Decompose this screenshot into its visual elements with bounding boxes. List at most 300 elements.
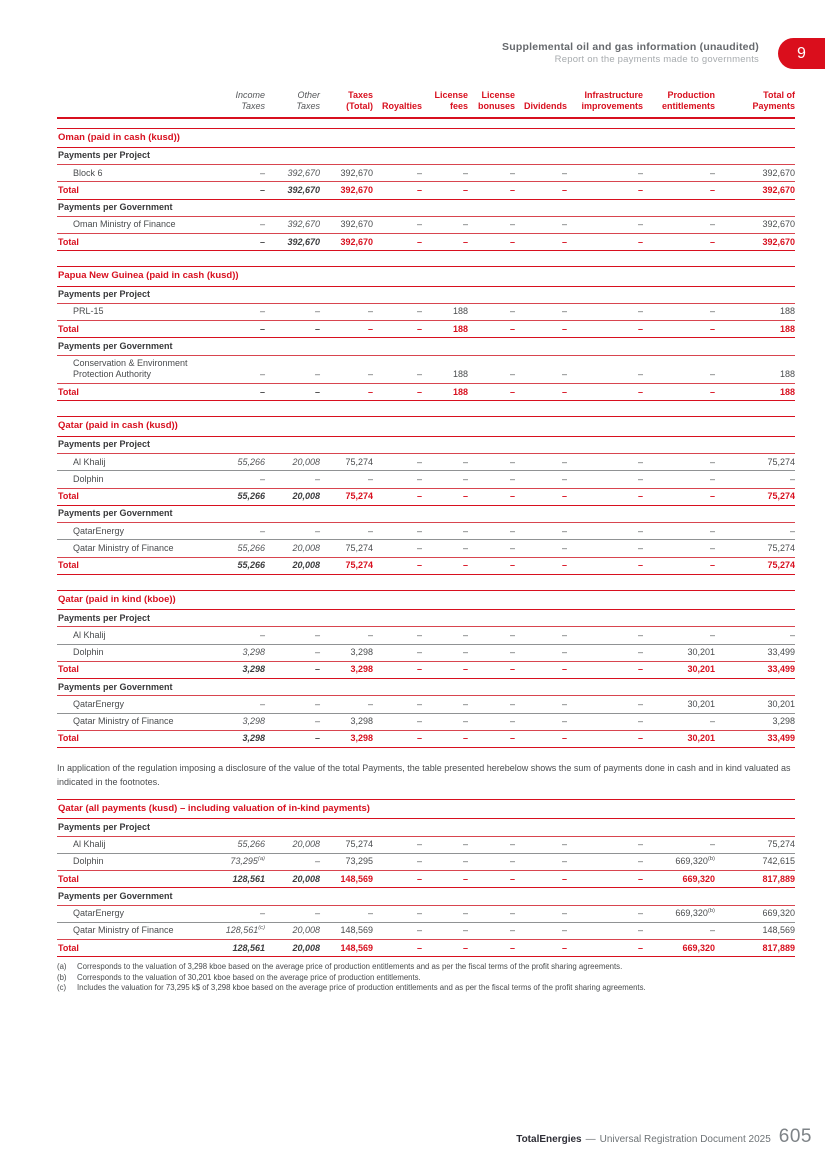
- row-label: Dolphin: [57, 644, 212, 661]
- total-row: [57, 234, 795, 251]
- value-cell: 73,295: [320, 853, 373, 870]
- total-row: [57, 384, 795, 401]
- value-cell: –: [567, 713, 643, 730]
- value-cell: –: [709, 369, 715, 380]
- page-footer: [516, 1126, 812, 1148]
- value-cell: –: [643, 540, 715, 557]
- footnote-marker-superscript: (b): [707, 856, 715, 863]
- value-cell: –: [515, 540, 567, 557]
- section-title: Papua New Guinea (paid in cash (kusd)): [57, 266, 795, 286]
- total-row: [57, 321, 795, 338]
- value-cell: 30,201: [687, 698, 715, 709]
- value-cell: –: [515, 713, 567, 730]
- total-value-cell: –: [212, 182, 265, 199]
- total-label: Total: [57, 182, 212, 199]
- value-cell: –: [416, 306, 422, 317]
- total-value-cell: 3,298: [212, 730, 265, 747]
- group-heading-row: [57, 610, 795, 627]
- total-value-cell: 75,274: [715, 488, 795, 505]
- total-value-cell: –: [468, 321, 515, 338]
- table-row: [57, 905, 795, 922]
- value-cell: 30,201: [767, 698, 796, 709]
- value-cell: –: [637, 306, 643, 317]
- value-cell: 669,320$^{(b)}$: [675, 908, 715, 919]
- country-sections-block-1: [57, 128, 795, 749]
- column-header: Taxes (Total): [320, 90, 373, 118]
- value-cell: 55,266: [212, 540, 265, 557]
- total-value-cell: –: [373, 321, 422, 338]
- value-cell: –: [468, 644, 515, 661]
- value-cell: –: [259, 306, 265, 317]
- value-cell: –: [509, 629, 515, 640]
- total-value-cell: 20,008: [265, 940, 320, 957]
- footnote-marker: (c): [57, 983, 67, 993]
- value-cell: –: [715, 471, 795, 488]
- value-cell: 742,615: [715, 853, 795, 870]
- row-label: Dolphin: [57, 853, 212, 870]
- value-cell: 3,298: [212, 644, 265, 661]
- total-value-cell: –: [320, 384, 373, 401]
- table-row: [57, 540, 795, 557]
- value-cell: –: [416, 629, 422, 640]
- total-value-cell: –: [422, 557, 468, 574]
- total-label: Total: [57, 557, 212, 574]
- total-value-cell: –: [468, 871, 515, 888]
- total-value-cell: 148,569: [320, 871, 373, 888]
- total-value-cell: –: [567, 730, 643, 747]
- footnote-text: Corresponds to the valuation of 3,298 kboe based on the average price of production entitlements and as per the fiscal terms of the profit sharing agreements.: [77, 962, 623, 972]
- value-cell: –: [709, 839, 715, 850]
- total-value-cell: 33,499: [715, 661, 795, 678]
- value-cell: –: [509, 839, 515, 850]
- value-cell: 188: [452, 306, 468, 317]
- total-value-cell: –: [212, 321, 265, 338]
- total-value-cell: 75,274: [715, 557, 795, 574]
- value-cell: –: [259, 525, 265, 536]
- value-cell: –: [561, 456, 567, 467]
- row-label: QatarEnergy: [73, 698, 125, 709]
- chapter-subtitle: Report on the payments made to governments: [554, 54, 759, 66]
- total-label: Total: [57, 321, 212, 338]
- total-label: Total: [57, 384, 212, 401]
- column-header: Infrastructure improvements: [567, 90, 643, 118]
- value-cell: 669,320: [762, 908, 796, 919]
- value-cell: –: [709, 629, 715, 640]
- column-header: License fees: [422, 90, 468, 118]
- table-row: [57, 713, 795, 730]
- total-value-cell: –: [468, 661, 515, 678]
- total-value-cell: –: [567, 384, 643, 401]
- total-row: [57, 557, 795, 574]
- table-row: [57, 696, 795, 713]
- value-cell: 3,298: [715, 713, 795, 730]
- table-row: [57, 454, 795, 471]
- value-cell: –: [567, 540, 643, 557]
- total-row: [57, 940, 795, 957]
- footnote-item: [57, 973, 795, 984]
- column-header-spacer: [57, 90, 212, 118]
- footer-document-name: Universal Registration Document 2025: [599, 1134, 771, 1145]
- total-value-cell: 392,670: [265, 182, 320, 199]
- total-value-cell: –: [515, 730, 567, 747]
- row-label: Block 6: [73, 167, 103, 178]
- section-title: Qatar (all payments (kusd) – including valuation of in-kind payments): [57, 799, 795, 819]
- total-value-cell: 128,561: [212, 940, 265, 957]
- total-value-cell: 392,670: [715, 182, 795, 199]
- value-cell: –: [367, 369, 373, 380]
- value-cell: 20,008: [265, 540, 320, 557]
- total-row: [57, 730, 795, 747]
- value-cell: –: [422, 644, 468, 661]
- total-value-cell: 188: [422, 384, 468, 401]
- value-cell: –: [468, 922, 515, 939]
- column-header: Total of Payments: [715, 90, 795, 118]
- value-cell: –: [462, 525, 468, 536]
- footnote-text: Corresponds to the valuation of 30,201 kboe based on the average price of production entitlements.: [77, 972, 421, 982]
- group-heading-row: [57, 505, 795, 522]
- value-cell: –: [422, 540, 468, 557]
- value-cell: –: [422, 922, 468, 939]
- column-header: Production entitlements: [643, 90, 715, 118]
- footnote-item: [57, 983, 795, 994]
- value-cell: –: [265, 644, 320, 661]
- total-value-cell: –: [265, 321, 320, 338]
- total-value-cell: –: [515, 871, 567, 888]
- footnote-item: [57, 962, 795, 973]
- total-value-cell: 75,274: [320, 488, 373, 505]
- value-cell: –: [643, 922, 715, 939]
- payments-table: [57, 148, 795, 252]
- value-cell: –: [567, 644, 643, 661]
- table-row: [57, 836, 795, 853]
- column-header: Dividends: [515, 90, 567, 118]
- row-label: Dolphin: [57, 471, 212, 488]
- value-cell: –: [468, 471, 515, 488]
- total-value-cell: –: [265, 661, 320, 678]
- value-cell: –: [561, 369, 567, 380]
- country-section: [57, 799, 795, 957]
- row-label: Qatar Ministry of Finance: [57, 922, 212, 939]
- total-value-cell: –: [515, 182, 567, 199]
- section-title: Qatar (paid in kind (kboe)): [57, 590, 795, 610]
- footnote-marker-superscript: (c): [258, 925, 265, 932]
- total-value-cell: 55,266: [212, 488, 265, 505]
- value-cell: –: [567, 922, 643, 939]
- value-cell: –: [416, 369, 422, 380]
- value-cell: –: [416, 456, 422, 467]
- value-cell: 75,274: [320, 540, 373, 557]
- total-value-cell: –: [265, 730, 320, 747]
- value-cell: –: [265, 713, 320, 730]
- row-label: QatarEnergy: [73, 525, 125, 536]
- value-cell: –: [509, 167, 515, 178]
- total-value-cell: 30,201: [643, 661, 715, 678]
- table-row: [57, 922, 795, 939]
- total-value-cell: –: [643, 557, 715, 574]
- value-cell: –: [259, 167, 265, 178]
- value-cell: –: [462, 456, 468, 467]
- total-value-cell: –: [265, 384, 320, 401]
- value-cell: –: [416, 525, 422, 536]
- value-cell: –: [515, 644, 567, 661]
- group-heading: Payments per Government: [57, 888, 795, 905]
- country-sections-block-2: [57, 799, 795, 957]
- footer-separator: —: [585, 1134, 596, 1145]
- value-cell: 75,274: [345, 839, 373, 850]
- chapter-number: 9: [797, 44, 806, 62]
- payments-table: [57, 610, 795, 748]
- group-heading: Payments per Government: [57, 679, 795, 696]
- section-title: Qatar (paid in cash (kusd)): [57, 416, 795, 436]
- total-value-cell: –: [468, 182, 515, 199]
- value-cell: 188: [452, 369, 468, 380]
- total-value-cell: –: [422, 661, 468, 678]
- total-value-cell: –: [373, 182, 422, 199]
- value-cell: –: [561, 525, 567, 536]
- value-cell: 55,266: [237, 839, 265, 850]
- total-label: Total: [57, 488, 212, 505]
- total-label: Total: [57, 661, 212, 678]
- value-cell: –: [422, 471, 468, 488]
- group-heading: Payments per Government: [57, 199, 795, 216]
- value-cell: –: [462, 219, 468, 230]
- total-value-cell: 20,008: [265, 557, 320, 574]
- total-value-cell: –: [422, 182, 468, 199]
- value-cell: –: [314, 629, 320, 640]
- value-cell: –: [422, 853, 468, 870]
- total-value-cell: 3,298: [212, 661, 265, 678]
- section-title: Oman (paid in cash (kusd)): [57, 128, 795, 148]
- total-value-cell: 33,499: [715, 730, 795, 747]
- group-heading: Payments per Project: [57, 819, 795, 836]
- value-cell: –: [637, 839, 643, 850]
- group-heading: Payments per Project: [57, 610, 795, 627]
- total-row: [57, 182, 795, 199]
- value-cell: 392,670: [340, 167, 373, 178]
- value-cell: –: [259, 908, 265, 919]
- total-value-cell: –: [515, 321, 567, 338]
- value-cell: –: [314, 306, 320, 317]
- value-cell: 148,569: [715, 922, 795, 939]
- total-value-cell: 817,889: [715, 871, 795, 888]
- value-cell: –: [367, 908, 373, 919]
- value-cell: –: [509, 698, 515, 709]
- value-cell: –: [367, 525, 373, 536]
- total-value-cell: –: [468, 940, 515, 957]
- table-row: [57, 644, 795, 661]
- row-label: Conservation & Environment Protection Authority: [73, 358, 188, 380]
- value-cell: 669,320$^{(b)}$: [643, 853, 715, 870]
- column-header: Royalties: [373, 90, 422, 118]
- row-label: Qatar Ministry of Finance: [57, 540, 212, 557]
- value-cell: 188: [780, 306, 796, 317]
- value-cell: –: [462, 629, 468, 640]
- footnote-marker: (a): [57, 962, 67, 972]
- total-row: [57, 661, 795, 678]
- value-cell: –: [709, 456, 715, 467]
- value-cell: –: [259, 629, 265, 640]
- group-heading-row: [57, 679, 795, 696]
- group-heading-row: [57, 287, 795, 304]
- value-cell: –: [314, 369, 320, 380]
- total-value-cell: –: [643, 488, 715, 505]
- value-cell: 73,295$^{(a)}$: [212, 853, 265, 870]
- value-cell: 75,274: [767, 456, 796, 467]
- total-label: Total: [57, 940, 212, 957]
- value-cell: –: [643, 713, 715, 730]
- row-label: Al Khalij: [73, 456, 106, 467]
- column-header: Other Taxes: [265, 90, 320, 118]
- total-value-cell: 188: [715, 321, 795, 338]
- payments-table: [57, 819, 795, 957]
- group-heading: Payments per Government: [57, 338, 795, 355]
- total-value-cell: 188: [422, 321, 468, 338]
- row-label: Oman Ministry of Finance: [73, 219, 176, 230]
- total-value-cell: –: [373, 488, 422, 505]
- row-label: Al Khalij: [73, 629, 106, 640]
- header-text: [502, 41, 759, 67]
- total-row: [57, 871, 795, 888]
- value-cell: 75,274: [767, 839, 796, 850]
- value-cell: –: [416, 908, 422, 919]
- country-section: [57, 416, 795, 574]
- value-cell: –: [320, 471, 373, 488]
- column-header: License bonuses: [468, 90, 515, 118]
- total-value-cell: –: [567, 557, 643, 574]
- value-cell: –: [637, 698, 643, 709]
- value-cell: –: [416, 167, 422, 178]
- group-heading: Payments per Project: [57, 148, 795, 165]
- total-value-cell: –: [643, 384, 715, 401]
- group-heading-row: [57, 819, 795, 836]
- value-cell: –: [515, 922, 567, 939]
- value-cell: –: [367, 629, 373, 640]
- total-value-cell: 148,569: [320, 940, 373, 957]
- value-cell: –: [367, 306, 373, 317]
- total-value-cell: –: [212, 384, 265, 401]
- total-value-cell: 817,889: [715, 940, 795, 957]
- total-value-cell: –: [515, 488, 567, 505]
- total-value-cell: 188: [715, 384, 795, 401]
- value-cell: –: [515, 853, 567, 870]
- value-cell: –: [259, 369, 265, 380]
- total-value-cell: –: [373, 871, 422, 888]
- payments-table: [57, 437, 795, 575]
- total-value-cell: –: [567, 182, 643, 199]
- value-cell: –: [468, 853, 515, 870]
- row-label: QatarEnergy: [73, 908, 125, 919]
- value-cell: –: [416, 698, 422, 709]
- group-heading-row: [57, 888, 795, 905]
- total-value-cell: –: [468, 384, 515, 401]
- value-cell: –: [790, 525, 796, 536]
- table-row: [57, 303, 795, 320]
- total-value-cell: –: [373, 661, 422, 678]
- footnote-marker-superscript: (b): [707, 908, 715, 915]
- total-value-cell: –: [567, 661, 643, 678]
- footnote-marker-superscript: (a): [257, 856, 265, 863]
- row-label: Qatar Ministry of Finance: [57, 713, 212, 730]
- value-cell: –: [561, 306, 567, 317]
- total-value-cell: –: [468, 557, 515, 574]
- interlude-paragraph: In application of the regulation imposing a disclosure of the value of the total Payments, the table presented herebelow shows the sum of payments done in cash and in kind valuated as indicated in the footnotes.: [57, 763, 791, 788]
- chapter-title: Supplemental oil and gas information (unaudited): [502, 40, 759, 53]
- total-value-cell: –: [422, 234, 468, 251]
- column-header-table: [57, 90, 795, 119]
- total-value-cell: 3,298: [320, 661, 373, 678]
- total-label: Total: [57, 871, 212, 888]
- column-header-row: [57, 90, 795, 118]
- value-cell: 392,670: [287, 219, 320, 230]
- table-row: [57, 216, 795, 233]
- total-value-cell: –: [643, 182, 715, 199]
- value-cell: 148,569: [320, 922, 373, 939]
- total-label: Total: [57, 730, 212, 747]
- group-heading: Payments per Government: [57, 505, 795, 522]
- value-cell: 188: [780, 369, 796, 380]
- total-value-cell: –: [567, 234, 643, 251]
- total-value-cell: 3,298: [320, 730, 373, 747]
- total-value-cell: –: [373, 384, 422, 401]
- value-cell: 55,266: [237, 456, 265, 467]
- value-cell: 20,008: [265, 922, 320, 939]
- value-cell: –: [567, 853, 643, 870]
- value-cell: –: [509, 306, 515, 317]
- chapter-number-badge: [778, 38, 825, 69]
- value-cell: –: [561, 698, 567, 709]
- total-value-cell: –: [567, 321, 643, 338]
- total-value-cell: –: [212, 234, 265, 251]
- table-row: [57, 355, 795, 384]
- value-cell: –: [314, 908, 320, 919]
- total-value-cell: –: [468, 234, 515, 251]
- value-cell: –: [509, 456, 515, 467]
- value-cell: –: [422, 713, 468, 730]
- country-section: [57, 266, 795, 401]
- value-cell: –: [373, 853, 422, 870]
- value-cell: 392,670: [340, 219, 373, 230]
- total-value-cell: –: [515, 234, 567, 251]
- footnote-marker: (b): [57, 972, 67, 982]
- value-cell: –: [561, 908, 567, 919]
- footer-brand: TotalEnergies: [516, 1134, 582, 1145]
- value-cell: –: [790, 629, 796, 640]
- value-cell: 3,298: [212, 713, 265, 730]
- total-row: [57, 488, 795, 505]
- value-cell: –: [509, 908, 515, 919]
- total-value-cell: 20,008: [265, 488, 320, 505]
- payments-table: [57, 287, 795, 402]
- footnotes: [57, 962, 795, 994]
- value-cell: 20,008: [292, 839, 320, 850]
- total-value-cell: –: [422, 730, 468, 747]
- value-cell: –: [637, 525, 643, 536]
- group-heading: Payments per Project: [57, 437, 795, 454]
- total-value-cell: 55,266: [212, 557, 265, 574]
- total-value-cell: –: [422, 940, 468, 957]
- value-cell: –: [265, 853, 320, 870]
- value-cell: –: [259, 698, 265, 709]
- value-cell: –: [259, 219, 265, 230]
- total-value-cell: 30,201: [643, 730, 715, 747]
- value-cell: 128,561$^{(c)}$: [212, 922, 265, 939]
- value-cell: –: [462, 698, 468, 709]
- table-row: [57, 165, 795, 182]
- total-value-cell: –: [515, 661, 567, 678]
- value-cell: –: [416, 839, 422, 850]
- value-cell: –: [314, 698, 320, 709]
- footnote-text: Includes the valuation for 73,295 k$ of 3,298 kboe based on the average price of production entitlements and as per the fiscal terms of the profit sharing agreements.: [77, 983, 646, 993]
